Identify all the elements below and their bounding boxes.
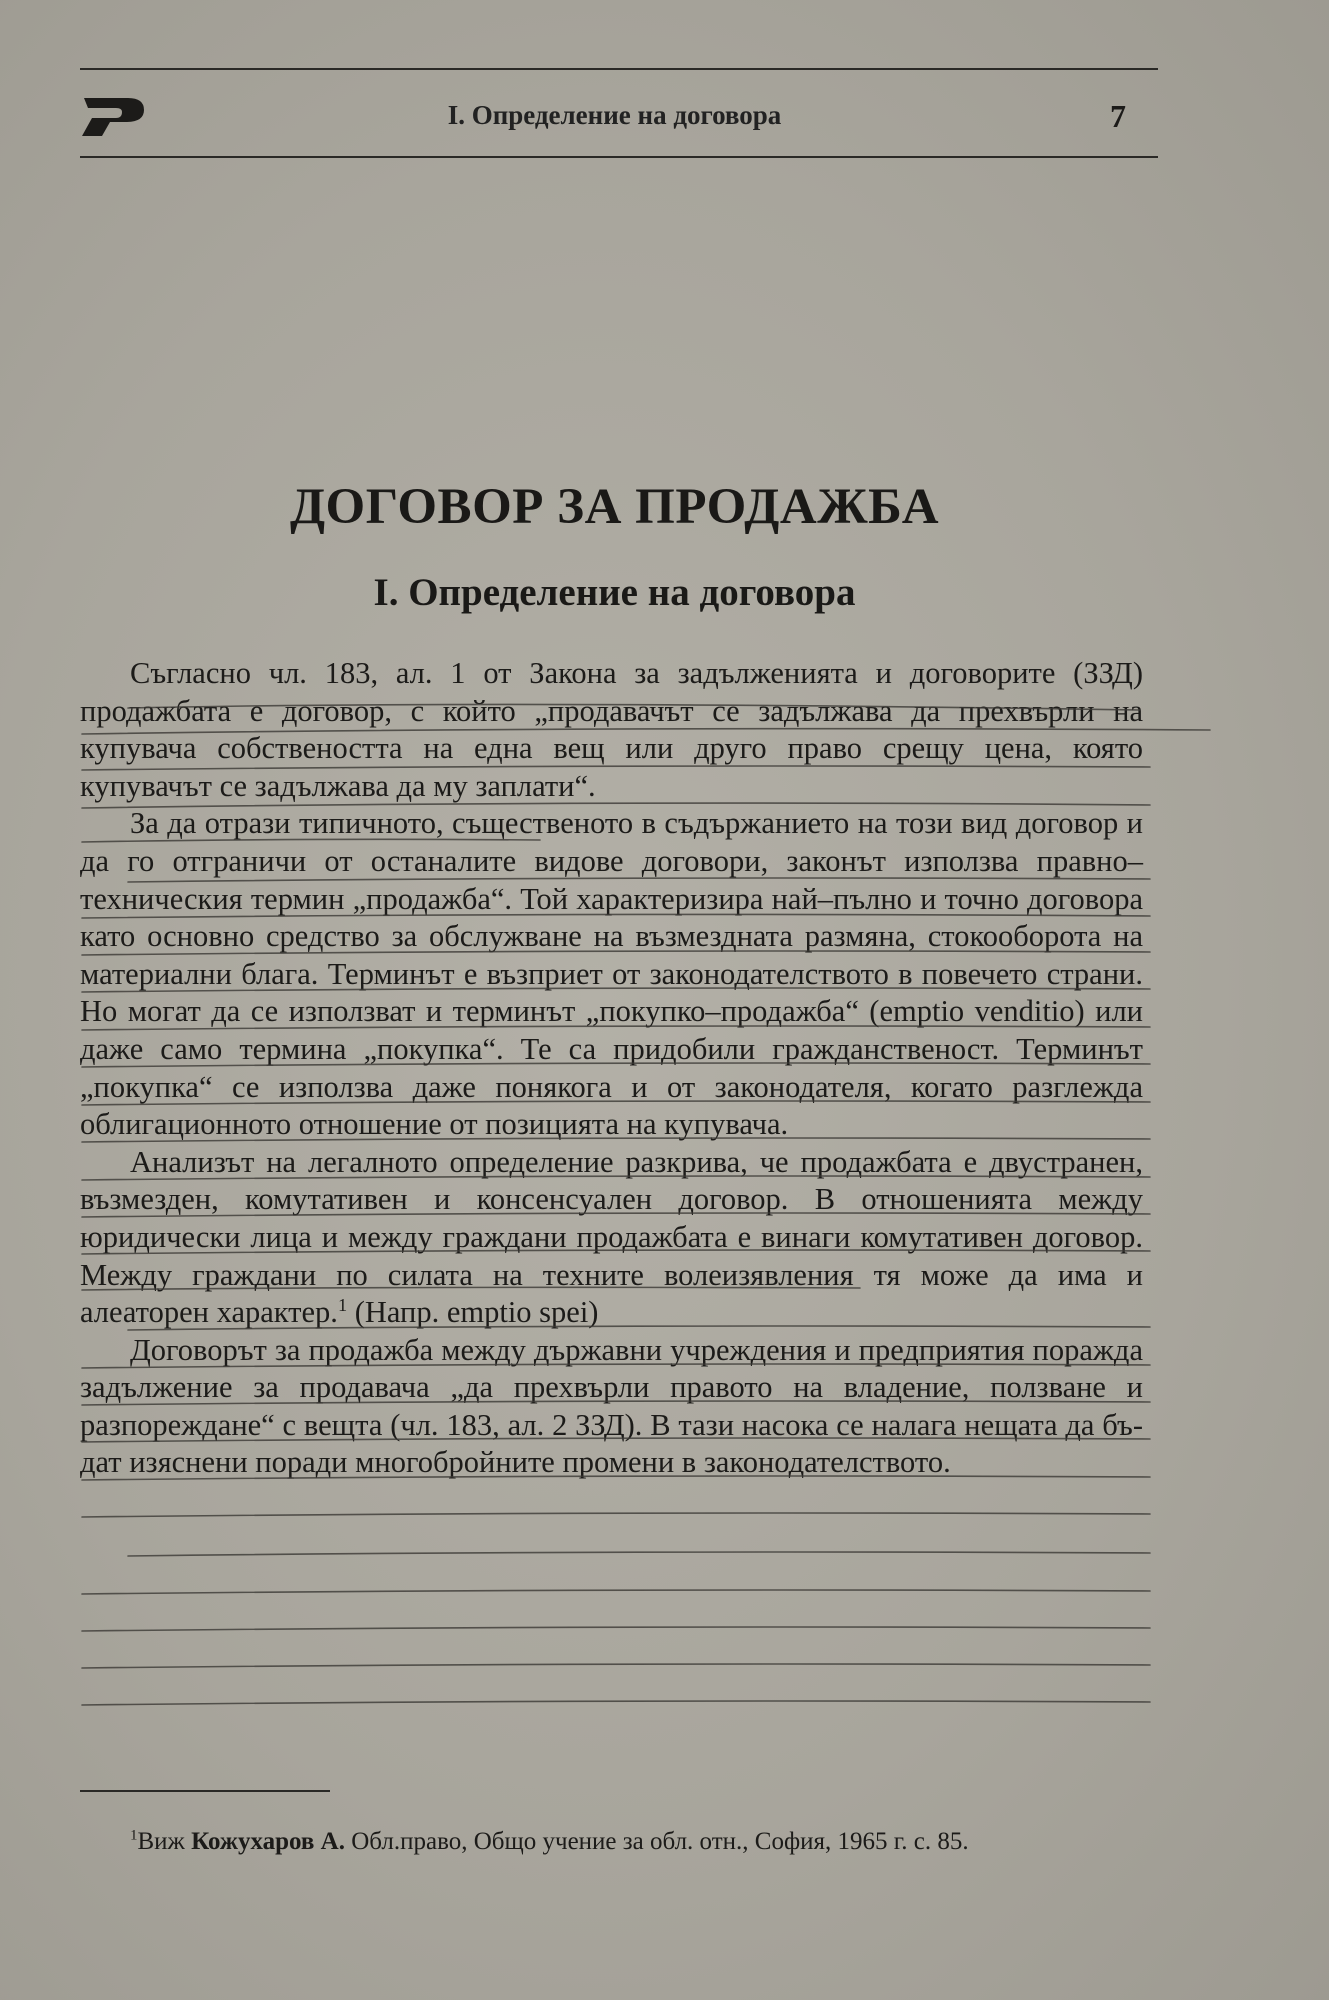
paragraph-3-text: Анализът на легалното определение разкрива, че продажбата е двустранен, възмезден, комутативен и консенсуален договор. В отношенията между юридически лица и между граждани продажбата е винаги комутативен договор. Между граждани по силата на техните волеизявления тя може да има и алеаторен характер.: [80, 1144, 1143, 1330]
header-bottom-rule: [80, 156, 1158, 158]
paragraph-3-tail: (Напр. emptio spei): [347, 1295, 599, 1330]
footnote-text: Обл.право, Общо учение за обл. отн., София, 1965 г. с. 85.: [344, 1828, 969, 1855]
footnote-lead: Виж: [137, 1828, 192, 1855]
footnote-number: 1: [130, 1827, 138, 1844]
footnote-rule: [80, 1790, 330, 1792]
body-text: [80, 655, 1143, 1482]
paragraph-3: [80, 1144, 1143, 1332]
paragraph-2: За да отрази типичното, същественото в съдържанието на този вид договор и да го отграничи от останалите видове договори, законът използва правно–техническия термин „продажба“. Той характеризира най–пълно и точно договора като основно средство за обслужване на възмездната размяна, стокооборота на материални блага. Терминът е възприет от законодателството в повечето страни. Но могат да се използват и терминът „покупко–продажба“ (emptio venditio) или даже само термина „покупка“. Те са придобили гражданственост. Терминът „покупка“ се използва даже понякога и от законодателя, когато разглежда облигационното отношение от позицията на купувача.: [80, 806, 1143, 1142]
paragraph-1: Съгласно чл. 183, ал. 1 от Закона за задълженията и договорите (ЗЗД) продажбата е договор, с който „продавачът се задължава да прехвърли на купувача собствеността на една вещ или друго право срещу цена, която купувачът се задължава да му заплати“.: [80, 656, 1143, 803]
chapter-title: ДОГОВОР ЗА ПРОДАЖБА: [289, 479, 940, 535]
page-number: 7: [1110, 98, 1126, 134]
footnote-author: Кожухаров А.: [191, 1828, 345, 1855]
footnote: [80, 1826, 1143, 1858]
footnote-reference[interactable]: 1: [337, 1294, 348, 1315]
paragraph-4: Договорът за продажба между държавни учреждения и предприятия поражда задължение за продавача „да прехвърли правото на владение, ползване и разпореждане“ с вещта (чл. 183, ал. 2 ЗЗД). В тази насока се налага нещата да бъдат изяснени поради многобройните промени в законодателството.: [80, 1332, 1143, 1480]
section-title: I. Определение на договора: [373, 571, 856, 614]
running-head: I. Определение на договора: [447, 100, 782, 130]
header-top-rule: [80, 68, 1158, 70]
